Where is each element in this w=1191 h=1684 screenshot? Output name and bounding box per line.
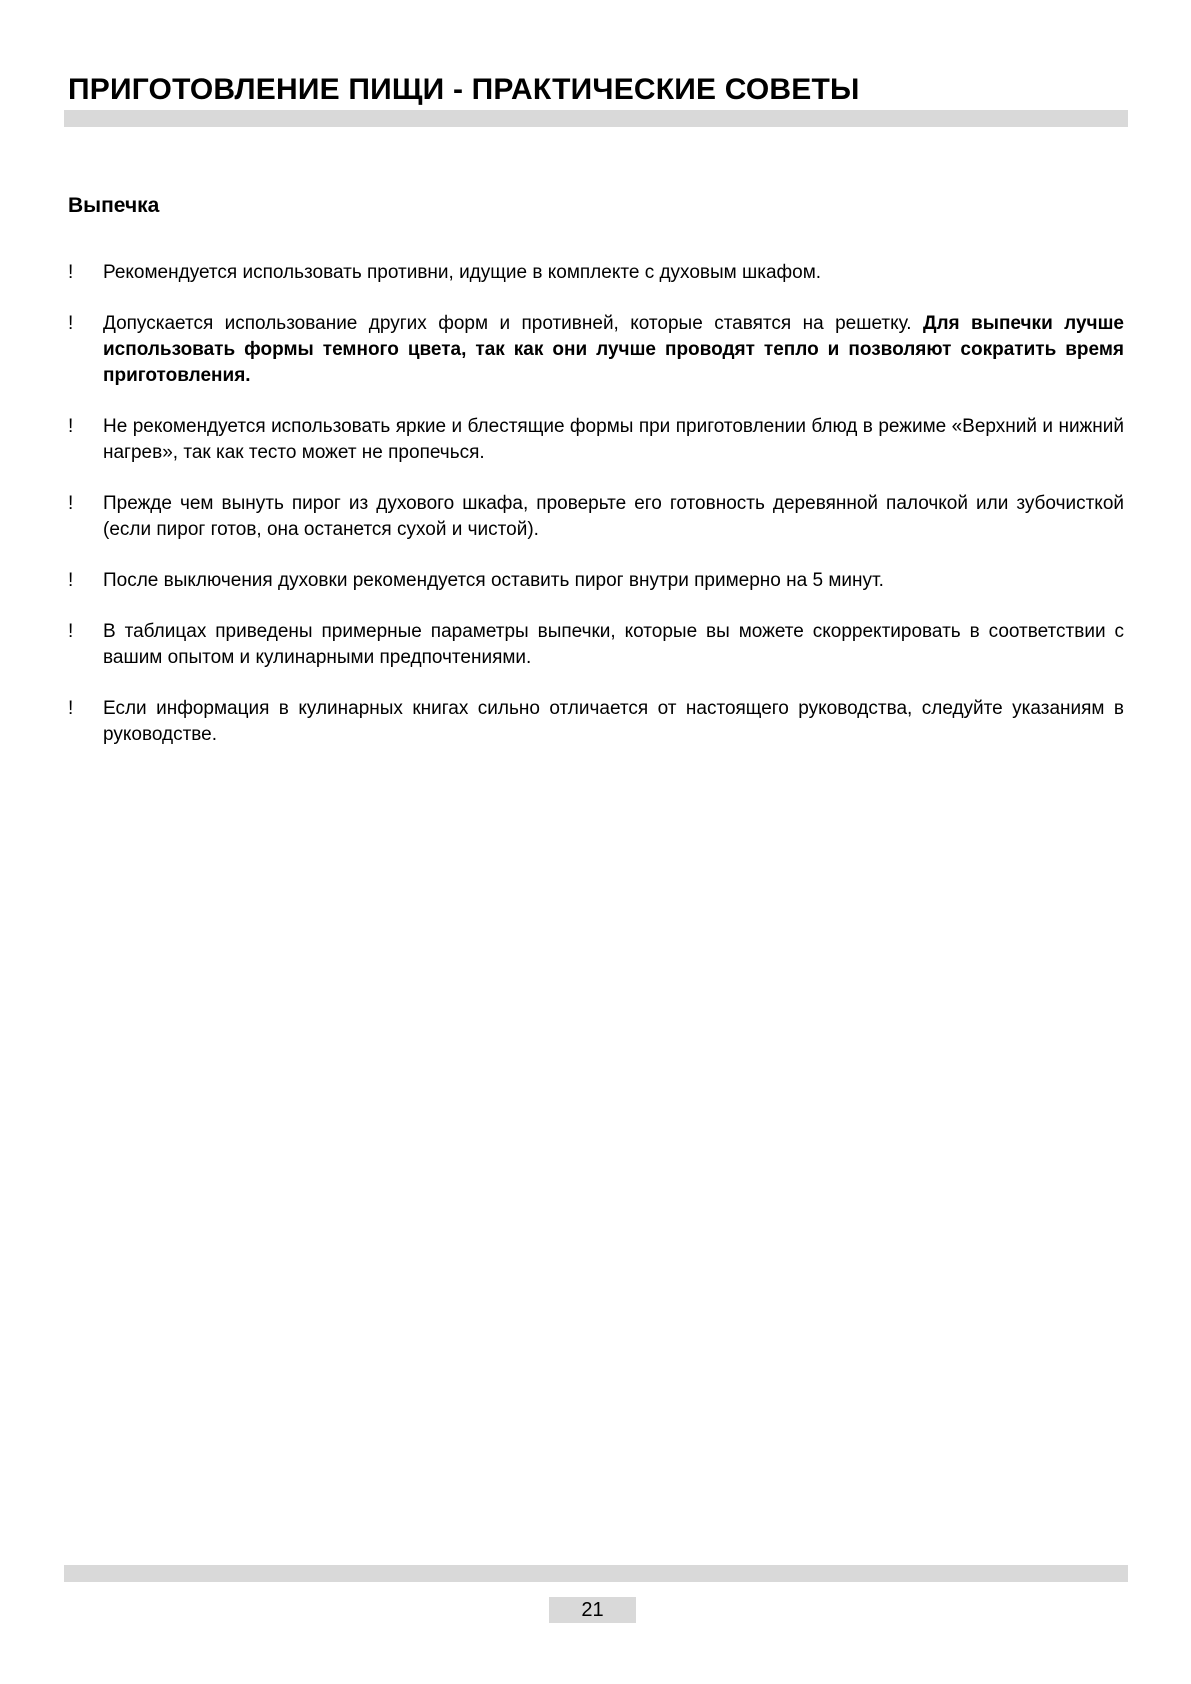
exclamation-icon: ! (68, 416, 74, 437)
tip-item (68, 260, 1124, 286)
page-number: 21 (549, 1597, 636, 1623)
tip-text: Не рекомендуется использовать яркие и блестящие формы при приготовлении блюд в режиме «Верхний и нижний нагрев», так как тесто может не пропечься. (103, 416, 1124, 463)
tip-item (68, 696, 1124, 748)
tip-text: В таблицах приведены примерные параметры выпечки, которые вы можете скорректировать в соответствии с вашим опытом и кулинарными предпочтениями. (103, 621, 1124, 668)
tip-item (68, 414, 1124, 466)
exclamation-icon: ! (68, 262, 74, 283)
exclamation-icon: ! (68, 698, 74, 719)
exclamation-icon: ! (68, 621, 74, 642)
tip-item (68, 619, 1124, 671)
exclamation-icon: ! (68, 313, 74, 334)
tips-list (68, 260, 1124, 773)
tip-text: После выключения духовки рекомендуется оставить пирог внутри примерно на 5 минут. (103, 570, 884, 591)
tip-text: Если информация в кулинарных книгах сильно отличается от настоящего руководства, следуйте указаниям в руководстве. (103, 698, 1124, 745)
tip-bold-text: Для выпечки лучше использовать формы темного цвета, так как они лучше проводят тепло и позволяют сократить время приготовления. (103, 313, 1124, 386)
page-title: ПРИГОТОВЛЕНИЕ ПИЩИ - ПРАКТИЧЕСКИЕ СОВЕТЫ (68, 73, 860, 106)
tip-text: Рекомендуется использовать противни, идущие в комплекте с духовым шкафом. (103, 262, 822, 283)
header-rule (64, 110, 1128, 127)
section-heading: Выпечка (68, 194, 160, 217)
tip-item (68, 568, 1124, 594)
tip-text: Допускается использование других форм и противней, которые ставятся на решетку. (103, 313, 923, 334)
tip-item (68, 311, 1124, 389)
tip-item (68, 491, 1124, 543)
exclamation-icon: ! (68, 570, 74, 591)
exclamation-icon: ! (68, 493, 74, 514)
footer-rule (64, 1565, 1128, 1582)
tip-text: Прежде чем вынуть пирог из духового шкафа, проверьте его готовность деревянной палочкой или зубочисткой (если пирог готов, она останется сухой и чистой). (103, 493, 1124, 540)
